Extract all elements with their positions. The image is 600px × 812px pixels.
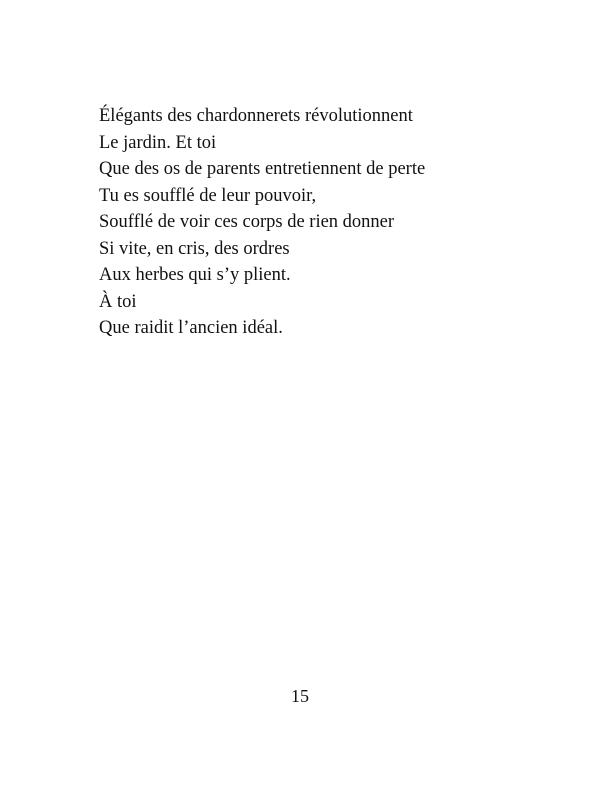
poem-line: Tu es soufflé de leur pouvoir, <box>99 185 317 206</box>
poem-stanza <box>99 103 569 342</box>
poem-line: Élégants des chardonnerets révolutionnent <box>99 106 413 126</box>
poem-line: Que raidit l’ancien idéal. <box>99 318 283 338</box>
poem-line: Le jardin. Et toi <box>99 132 217 153</box>
poem-line: Aux herbes qui s’y plient. <box>99 265 291 285</box>
page-number: 15 <box>291 686 309 706</box>
poem-line: Si vite, en cris, des ordres <box>99 238 290 259</box>
poem-line: Que des os de parents entretiennent de perte <box>99 159 426 179</box>
poem-line: Soufflé de voir ces corps de rien donner <box>99 212 395 232</box>
poem-line: À toi <box>99 291 137 312</box>
